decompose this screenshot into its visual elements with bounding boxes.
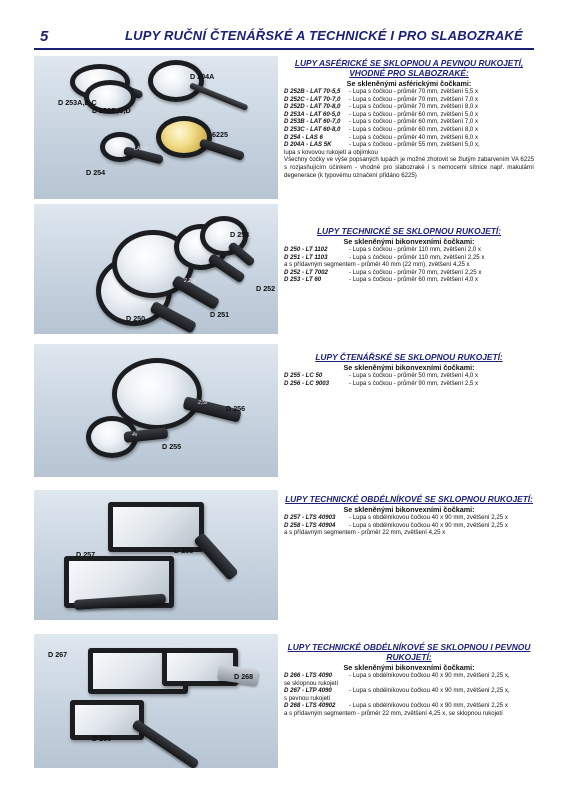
product-code: D 253A - LAT 60-5,0 <box>284 110 341 118</box>
photo-label: D 252 <box>256 284 276 293</box>
section-note: a s přídavným segmentem - průměr 22 mm, zvětšení 4,25 x, se sklopnou rukojetí <box>284 709 503 717</box>
product-code: D 252B - LAT 70-5,5 <box>284 88 341 95</box>
product-row <box>284 111 534 119</box>
section-text <box>284 642 534 718</box>
product-desc: - Lupa s obdélníkovou čočkou 40 x 90 mm, zvětšení 2,25 x <box>349 702 508 710</box>
photo-label: D 250 <box>126 314 146 323</box>
photo-label: D 266 <box>92 734 112 743</box>
product-photo <box>34 634 278 768</box>
product-row <box>284 246 534 254</box>
product-desc: - Lupa s čočkou - průměr 110 mm, zvětšení 2,25 x <box>349 253 485 261</box>
product-code: D 258 - LTS 40904 <box>284 521 336 529</box>
product-code: D 253C - LAT 60-8,0 <box>284 125 341 133</box>
photo-label: D 268 <box>234 672 254 681</box>
section-text <box>284 226 534 284</box>
photo-label: D 258 <box>174 546 194 555</box>
photo-label: D 251 <box>210 310 230 319</box>
product-row <box>284 254 534 262</box>
product-desc: - Lupa s čočkou - průměr 70 mm, zvětšení 5,5 x <box>349 88 479 95</box>
product-row <box>284 134 534 142</box>
product-photo: 2,25x D 253 D 252 D 251 D 250 <box>34 204 278 334</box>
product-code: D 204A - LAS 5K <box>284 141 332 149</box>
section-title: LUPY TECHNICKÉ SE SKLOPNOU RUKOJETÍ: <box>316 226 502 236</box>
product-desc: - Lupa s čočkou - průměr 60 mm, zvětšení 5,0 x <box>349 110 479 118</box>
product-row <box>284 672 534 680</box>
product-code: D 250 - LT 1102 <box>284 246 328 253</box>
product-row <box>284 96 534 104</box>
product-desc: - Lupa s obdélníkovou čočkou 40 x 90 mm, zvětšení 2,25 x, <box>349 672 510 679</box>
photo-label: 6225 <box>212 130 228 139</box>
section-note: se sklopnou rukojetí <box>284 679 339 687</box>
product-desc: - Lupa s čočkou - průměr 60 mm, zvětšení 8,0 x <box>349 125 479 133</box>
product-row <box>284 88 534 96</box>
section-note: Všechny čočky ve výše popsaných lupách je možné zhotovit se žlutým zabarvením VA 6225 s rozjasňujícím účinkem - vhodné pro slabozraké i s nemocemi sítnice např. makulární degenerace (k typovému označení přidáno 6225) <box>284 156 534 179</box>
photo-label: D 204A <box>190 72 215 81</box>
section-subtitle: Se skleněnými bikonvexními čočkami: <box>343 505 475 514</box>
section-title: VHODNÉ PRO SLABOZRAKÉ: <box>349 68 469 78</box>
section-note: a s přídavným segmentem - průměr 22 mm, zvětšení 4,25 x <box>284 529 446 537</box>
section-subtitle: Se skleněnými asférickými čočkami: <box>346 79 472 88</box>
product-desc: - Lupa s čočkou - průměr 60 mm, zvětšení 7,0 x <box>349 118 479 126</box>
product-row <box>284 380 534 388</box>
photo-label: D 253 <box>230 230 250 239</box>
product-code: D 252C - LAT 70-7,0 <box>284 95 341 103</box>
section-rectangular-fixed <box>34 634 534 768</box>
product-row <box>284 372 534 380</box>
section-title: RUKOJETÍ: <box>386 652 432 662</box>
product-code: D 256 - LC 9003 <box>284 379 330 387</box>
section-title: LUPY TECHNICKÉ OBDÉLNÍKOVÉ SE SKLOPNOU I PEVNOU <box>287 642 531 652</box>
product-code: D 267 - LTP 4090 <box>284 687 332 695</box>
product-desc: - Lupa s čočkou - průměr 70 mm, zvětšení 8,0 x <box>349 103 479 111</box>
section-text <box>284 58 534 179</box>
product-desc: - Lupa s čočkou - průměr 50 mm, zvětšení 4,0 x <box>349 372 479 379</box>
product-row <box>284 687 534 695</box>
product-row <box>284 514 534 522</box>
section-note: s pevnou rukojetí <box>284 694 331 702</box>
page-number: 5 <box>40 28 49 45</box>
product-photo <box>34 490 278 620</box>
section-aspheric <box>34 56 534 199</box>
product-desc: - Lupa s čočkou - průměr 70 mm, zvětšení 2,25 x <box>349 268 482 276</box>
product-code: D 251 - LT 1103 <box>284 253 328 261</box>
product-code: D 266 - LTS 4090 <box>284 672 332 679</box>
photo-label: D 256 <box>226 404 246 413</box>
photo-label: D 267 <box>48 650 68 659</box>
product-desc: - Lupa s čočkou - průměr 110 mm, zvětšení 2,0 x <box>349 246 481 253</box>
product-code: D 252D - LAT 70-8,0 <box>284 103 341 111</box>
photo-label: D 253A,B,C <box>58 98 97 107</box>
product-code: D 253B - LAT 60-7,0 <box>284 118 341 126</box>
section-title: LUPY ČTENÁŘSKÉ SE SKLOPNOU RUKOJETÍ: <box>315 352 503 362</box>
product-desc: - Lupa s obdélníkovou čočkou 40 x 90 mm, zvětšení 2,25 x <box>349 521 508 529</box>
product-desc: - Lupa s obdélníkovou čočkou 40 x 90 mm, zvětšení 2,25 x <box>349 514 508 521</box>
section-note: lupa s kovovou rukojetí a objímkou <box>284 148 378 156</box>
section-text <box>284 352 534 387</box>
product-desc: - Lupa s čočkou - průměr 70 mm, zvětšení 7,0 x <box>349 95 479 103</box>
product-row <box>284 522 534 530</box>
photo-label: D 254 <box>86 168 106 177</box>
product-desc: - Lupa s obdélníkovou čočkou 40 x 90 mm, zvětšení 2,25 x, <box>349 687 510 695</box>
section-rectangular <box>34 490 534 620</box>
product-desc: - Lupa s čočkou - průměr 55 mm, zvětšení 5,0 x, <box>349 141 480 149</box>
page-title: LUPY RUČNÍ ČTENÁŘSKÉ A TECHNICKÉ I PRO SLABOZRAKÉ <box>125 28 523 43</box>
header-rule <box>34 48 534 50</box>
section-technical <box>34 204 534 334</box>
product-row <box>284 126 534 134</box>
photo-label: D 257 <box>76 550 96 559</box>
section-title: LUPY ASFÉRICKÉ SE SKLOPNOU A PEVNOU RUKOJETÍ, <box>294 58 524 68</box>
section-subtitle: Se skleněnými bikonvexními čočkami: <box>343 663 475 672</box>
product-code: D 255 - LC 50 <box>284 372 323 379</box>
section-reading <box>34 344 534 477</box>
product-code: D 257 - LTS 40903 <box>284 514 336 521</box>
section-subtitle: Se skleněnými bikonvexními čočkami: <box>343 363 475 372</box>
section-text <box>284 494 534 537</box>
product-row <box>284 276 534 284</box>
section-note: a s přídavným segmentem - průměr 40 mm (22 mm), zvětšení 4,25 x <box>284 261 470 269</box>
product-desc: - Lupa s čočkou - průměr 40 mm, zvětšení 6,0 x <box>349 133 479 141</box>
product-row <box>284 118 534 126</box>
product-desc: - Lupa s čočkou - průměr 90 mm, zvětšení 2,5 x <box>349 379 479 387</box>
product-row <box>284 141 534 149</box>
product-photo: 2,5x 4x D 256 D 255 <box>34 344 278 477</box>
photo-label: D 255 <box>162 442 182 451</box>
section-subtitle: Se skleněnými bikonvexními čočkami: <box>343 237 475 246</box>
section-title: LUPY TECHNICKÉ OBDÉLNÍKOVÉ SE SKLOPNOU RUKOJETÍ: <box>285 494 533 504</box>
photo-label: D 252B,C,D <box>92 106 131 115</box>
product-code: D 254 - LAS 6 <box>284 133 323 141</box>
product-row <box>284 269 534 277</box>
product-photo: LAS 6 D 253A,B,C D 252B,C,D D 204A 6225 D 254 <box>34 56 278 199</box>
product-row <box>284 702 534 710</box>
product-code: D 253 - LT 60 <box>284 276 322 284</box>
product-code: D 252 - LT 7002 <box>284 268 328 276</box>
product-row <box>284 103 534 111</box>
product-code: D 268 - LTS 40902 <box>284 702 336 710</box>
product-desc: - Lupa s čočkou - průměr 60 mm, zvětšení 4,0 x <box>349 276 479 284</box>
